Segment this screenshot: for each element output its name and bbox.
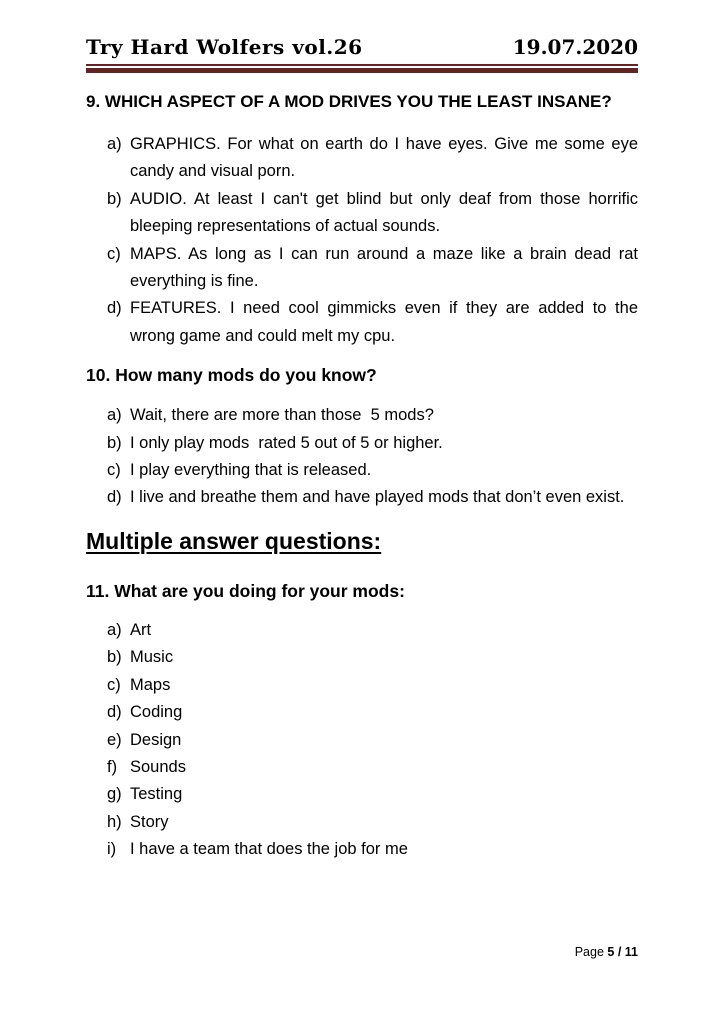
list-item xyxy=(86,644,638,671)
list-marker: f) xyxy=(107,757,118,776)
header-rule xyxy=(86,64,638,73)
list-item xyxy=(86,402,638,429)
question-10-heading: 10. How many mods do you know? xyxy=(86,365,377,386)
list-item xyxy=(86,699,638,726)
list-marker: a) xyxy=(107,135,122,153)
list-item-text: Story xyxy=(130,812,169,831)
document-header xyxy=(86,35,638,59)
document-date: 19.07.2020 xyxy=(512,35,638,59)
list-item xyxy=(86,295,638,350)
list-item xyxy=(86,809,638,836)
list-item-text: Music xyxy=(130,648,174,667)
question-11-options xyxy=(86,617,638,864)
list-marker: c) xyxy=(107,244,121,263)
list-marker: d) xyxy=(107,703,122,722)
list-item-text: I only play mods rated 5 out of 5 or higher. xyxy=(130,433,443,452)
list-marker: g) xyxy=(107,785,122,804)
list-item xyxy=(86,131,638,186)
list-item xyxy=(86,617,638,644)
list-item-text: I play everything that is released. xyxy=(130,461,372,480)
list-item xyxy=(86,457,638,484)
page-number: 5 / 11 xyxy=(607,945,638,959)
list-item xyxy=(86,430,638,457)
list-marker: a) xyxy=(107,620,122,639)
list-item xyxy=(86,754,638,781)
list-item-text: I live and breathe them and have played mods that don’t even exist. xyxy=(130,488,625,507)
list-item xyxy=(86,484,638,511)
list-item xyxy=(86,186,638,241)
list-item-text: Wait, there are more than those 5 mods? xyxy=(130,406,434,425)
list-marker: i) xyxy=(107,840,117,859)
list-marker: b) xyxy=(107,189,122,208)
header-rule-thick-line xyxy=(86,68,638,73)
page-footer xyxy=(575,944,638,960)
list-marker: d) xyxy=(107,299,122,318)
list-marker: c) xyxy=(107,675,121,694)
section-heading-multiple-answer: Multiple answer questions: xyxy=(86,527,382,554)
list-item xyxy=(86,781,638,808)
list-marker: c) xyxy=(107,461,121,480)
list-item-text: Maps xyxy=(130,675,171,694)
list-marker: h) xyxy=(107,812,122,831)
question-9-options xyxy=(86,131,638,350)
question-10-options xyxy=(86,402,638,512)
list-item xyxy=(86,241,638,296)
list-item-text: Design xyxy=(130,730,182,749)
list-item-text: GRAPHICS. For what on earth do I have eyes. Give me some eye candy and visual porn. xyxy=(130,135,638,181)
list-marker: b) xyxy=(107,433,122,452)
list-item-text: Testing xyxy=(130,785,183,804)
list-item-text: AUDIO. At least I can't get blind but only deaf from those horrific bleeping representations of actual sounds. xyxy=(130,189,638,236)
list-item xyxy=(86,836,638,863)
list-marker: e) xyxy=(107,730,122,749)
list-item-text: MAPS. As long as I can run around a maze like a brain dead rat everything is fine. xyxy=(130,244,638,291)
list-item-text: I have a team that does the job for me xyxy=(130,840,408,859)
list-marker: b) xyxy=(107,648,122,667)
list-item-text: FEATURES. I need cool gimmicks even if they are added to the wrong game and could melt my cpu. xyxy=(130,299,638,345)
question-9-heading: 9. WHICH ASPECT OF A MOD DRIVES YOU THE LEAST INSANE? xyxy=(86,92,612,111)
list-item-text: Sounds xyxy=(130,757,186,776)
list-item xyxy=(86,727,638,754)
question-11-heading: 11. What are you doing for your mods: xyxy=(86,580,405,601)
list-marker: a) xyxy=(107,406,122,425)
list-marker: d) xyxy=(107,488,122,507)
document-title: Try Hard Wolfers vol.26 xyxy=(86,35,363,59)
list-item xyxy=(86,672,638,699)
list-item-text: Coding xyxy=(130,703,183,722)
list-item-text: Art xyxy=(130,620,152,639)
page-footer-label: Page xyxy=(574,945,604,959)
